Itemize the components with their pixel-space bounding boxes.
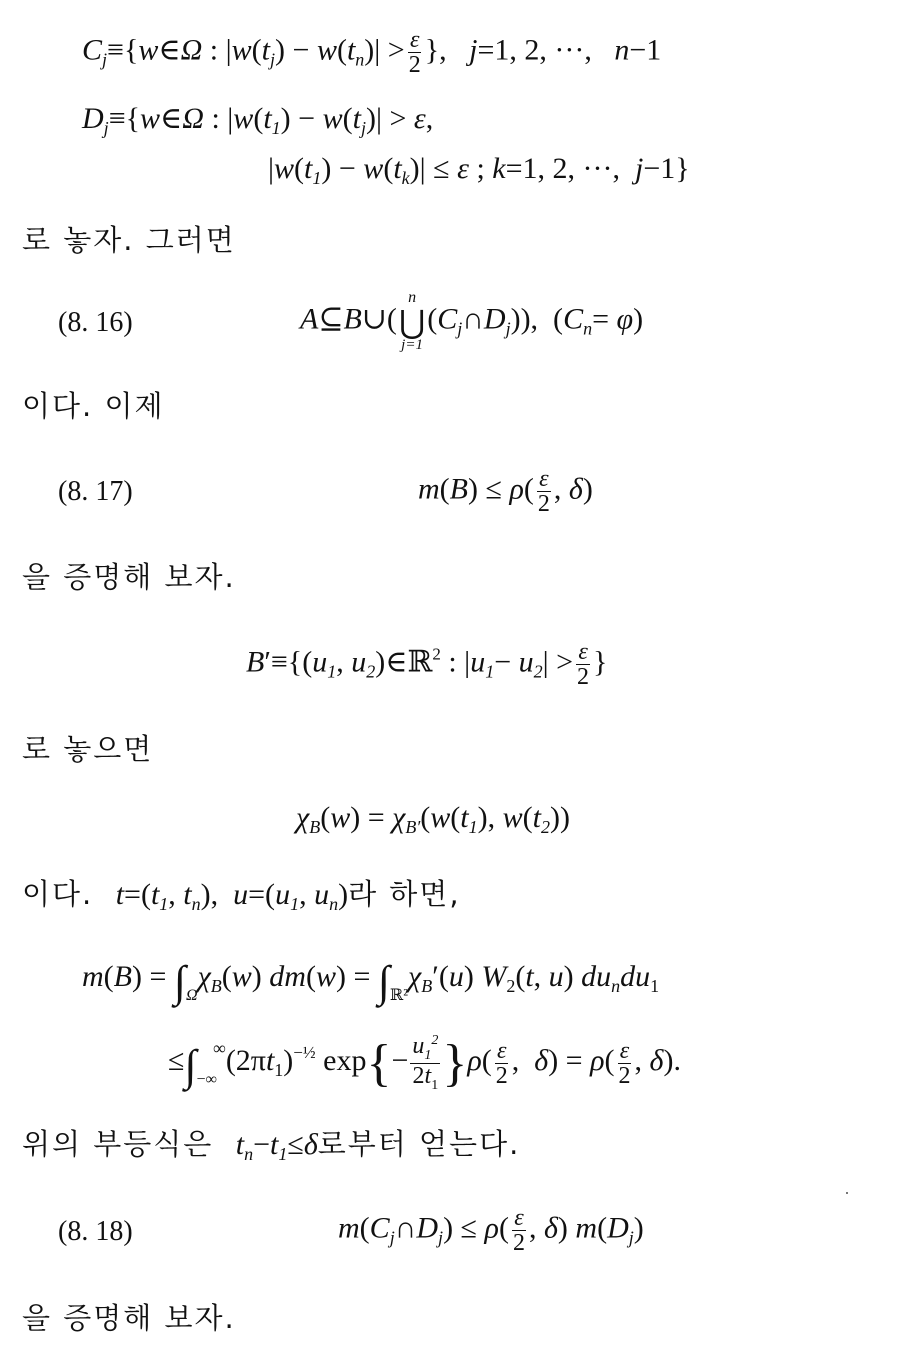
paragraph-text: 을 증명해 보자. bbox=[22, 1301, 236, 1335]
equation-mb-line2: $\le\int_{-\infty}^\infty(2\pi t_1)^{-\frac{1}{2}}$ exp{− $\frac{u_1^2}{2t_1}$ }ρ( $\frac{\varepsilon}{2}$ , δ) = ρ( $\frac{\varepsilon}{2}$ , δ). bbox=[168, 1033, 681, 1093]
equation-cj: $C_j\equiv\{w\in\Omega$ : $|w(t_j) - w(t_n)|$ > $\frac{\varepsilon}{2}$ }, j=1, 2, ···, n−1 bbox=[82, 27, 662, 78]
equation-8-16: A⊆B∪( n ⋃ j=1 $(C_j\cap D_j)$), $(C_n= \varphi)$ bbox=[300, 289, 644, 353]
equation-dj-line1: $D_j\equiv\{w\in\Omega$ : $|w(t_1) - w(t_j)| > \varepsilon$, bbox=[82, 102, 434, 138]
equation-label: (8. 18) bbox=[58, 1216, 133, 1247]
equation-dj-line2: $|w(t_1) - w(t_k)| \le \varepsilon$ ; k=1, 2, ···, j−1} bbox=[268, 152, 690, 188]
speck bbox=[846, 1192, 848, 1194]
paragraph-text: 이다. $t=(t_1$, $t_n$), $u=(u_1$, $u_n$)라 하면, bbox=[22, 877, 461, 914]
equation-label: (8. 17) bbox=[58, 476, 133, 507]
paragraph-text: 로 놓자. 그러면 bbox=[22, 223, 236, 257]
equation-8-17: m(B) ≤ ρ( $\frac{\varepsilon}{2}$ , δ) bbox=[418, 466, 593, 517]
equation-8-18: $m(C_j\cap D_j) \le \rho$( $\frac{\varepsilon}{2}$ , δ) $m(D_j)$ bbox=[338, 1205, 644, 1256]
paragraph-text: 로 놓으면 bbox=[22, 732, 154, 766]
equation-b-prime: $B'\equiv\{(u_1$, $u_2)\in ℝ^2$ : $|u_1- u_2|$ > $\frac{\varepsilon}{2}$ } bbox=[246, 639, 608, 690]
equation-label: (8. 16) bbox=[58, 307, 133, 338]
paragraph-text: 을 증명해 보자. bbox=[22, 560, 236, 594]
equation-mb-line1: $m(B) = \int_\Omega\chi_B(w) dm(w) = \int_{ℝ^2}\chi_B'(u)$ $W_2(t$, u) $du_ndu_1$ bbox=[82, 957, 660, 1006]
paragraph-text: 위의 부등식은 $t_n-t_1\le\delta$로부터 얻는다. bbox=[22, 1127, 521, 1164]
equation-chi: $\chi_B(w) = \chi_{B'}(w(t_1)$, $w(t_2)$) bbox=[296, 801, 570, 837]
paragraph-text: 이다. 이제 bbox=[22, 389, 165, 423]
